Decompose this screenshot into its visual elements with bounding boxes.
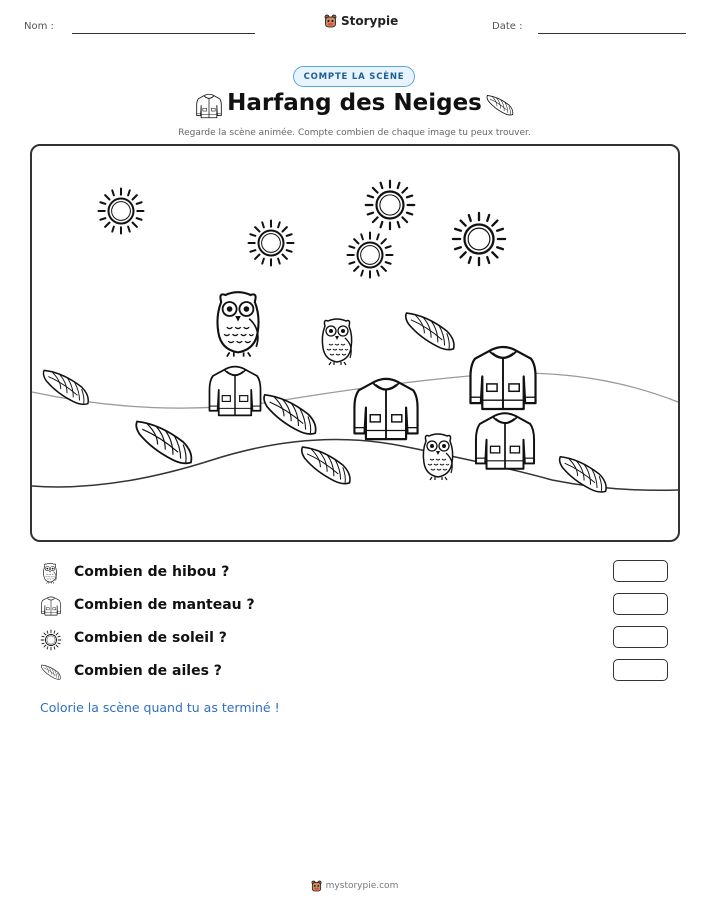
page-title: Harfang des Neiges [227,90,482,116]
wing-icon [264,395,316,434]
answer-box-wing[interactable] [613,659,668,681]
brand-name: Storypie [341,14,399,28]
owl-icon [322,319,351,365]
question-wing: Combien de ailes ? [74,663,222,679]
wing-icon [40,662,60,682]
sun-icon [99,189,144,234]
question-sun: Combien de soleil ? [74,630,227,646]
activity-badge: COMPTE LA SCÈNE [293,66,415,87]
name-field-line[interactable] [72,33,255,34]
owl-icon [217,292,258,356]
coloring-instruction: Colorie la scène quand tu as terminé ! [40,700,280,715]
owl-icon [423,434,452,480]
sun-icon [249,221,294,266]
coat-icon [476,413,534,468]
date-field-line[interactable] [538,33,686,34]
question-owl: Combien de hibou ? [74,564,230,580]
wing-icon [560,457,607,492]
answer-box-owl[interactable] [613,560,668,582]
instructions: Regarde la scène animée. Compte combien de chaque image tu peux trouver. [178,128,531,138]
storypie-mascot-icon [311,880,322,892]
wing-icon [302,447,350,484]
wing-icon [43,370,88,404]
footer-url[interactable]: mystorypie.com [325,881,399,891]
coat-icon [354,379,417,439]
counting-scene[interactable] [30,144,680,542]
coat-icon [470,347,535,409]
storypie-logo [324,14,398,28]
sun-icon [40,629,60,649]
answer-box-sun[interactable] [613,626,668,648]
owl-icon [40,562,60,582]
name-label: Nom : [24,21,54,32]
answer-box-coat[interactable] [613,593,668,615]
sun-icon [453,213,505,265]
footer [0,880,709,892]
coat-icon [209,367,260,416]
wing-icon [136,422,191,464]
sun-icon [366,181,415,230]
question-coat: Combien de manteau ? [74,597,255,613]
scene-illustration [32,146,678,540]
wing-icon [485,92,515,118]
date-label: Date : [492,21,523,32]
storypie-mascot-icon [324,14,337,28]
sun-icon [348,233,393,278]
wing-icon [406,313,454,350]
coat-icon [40,596,60,616]
